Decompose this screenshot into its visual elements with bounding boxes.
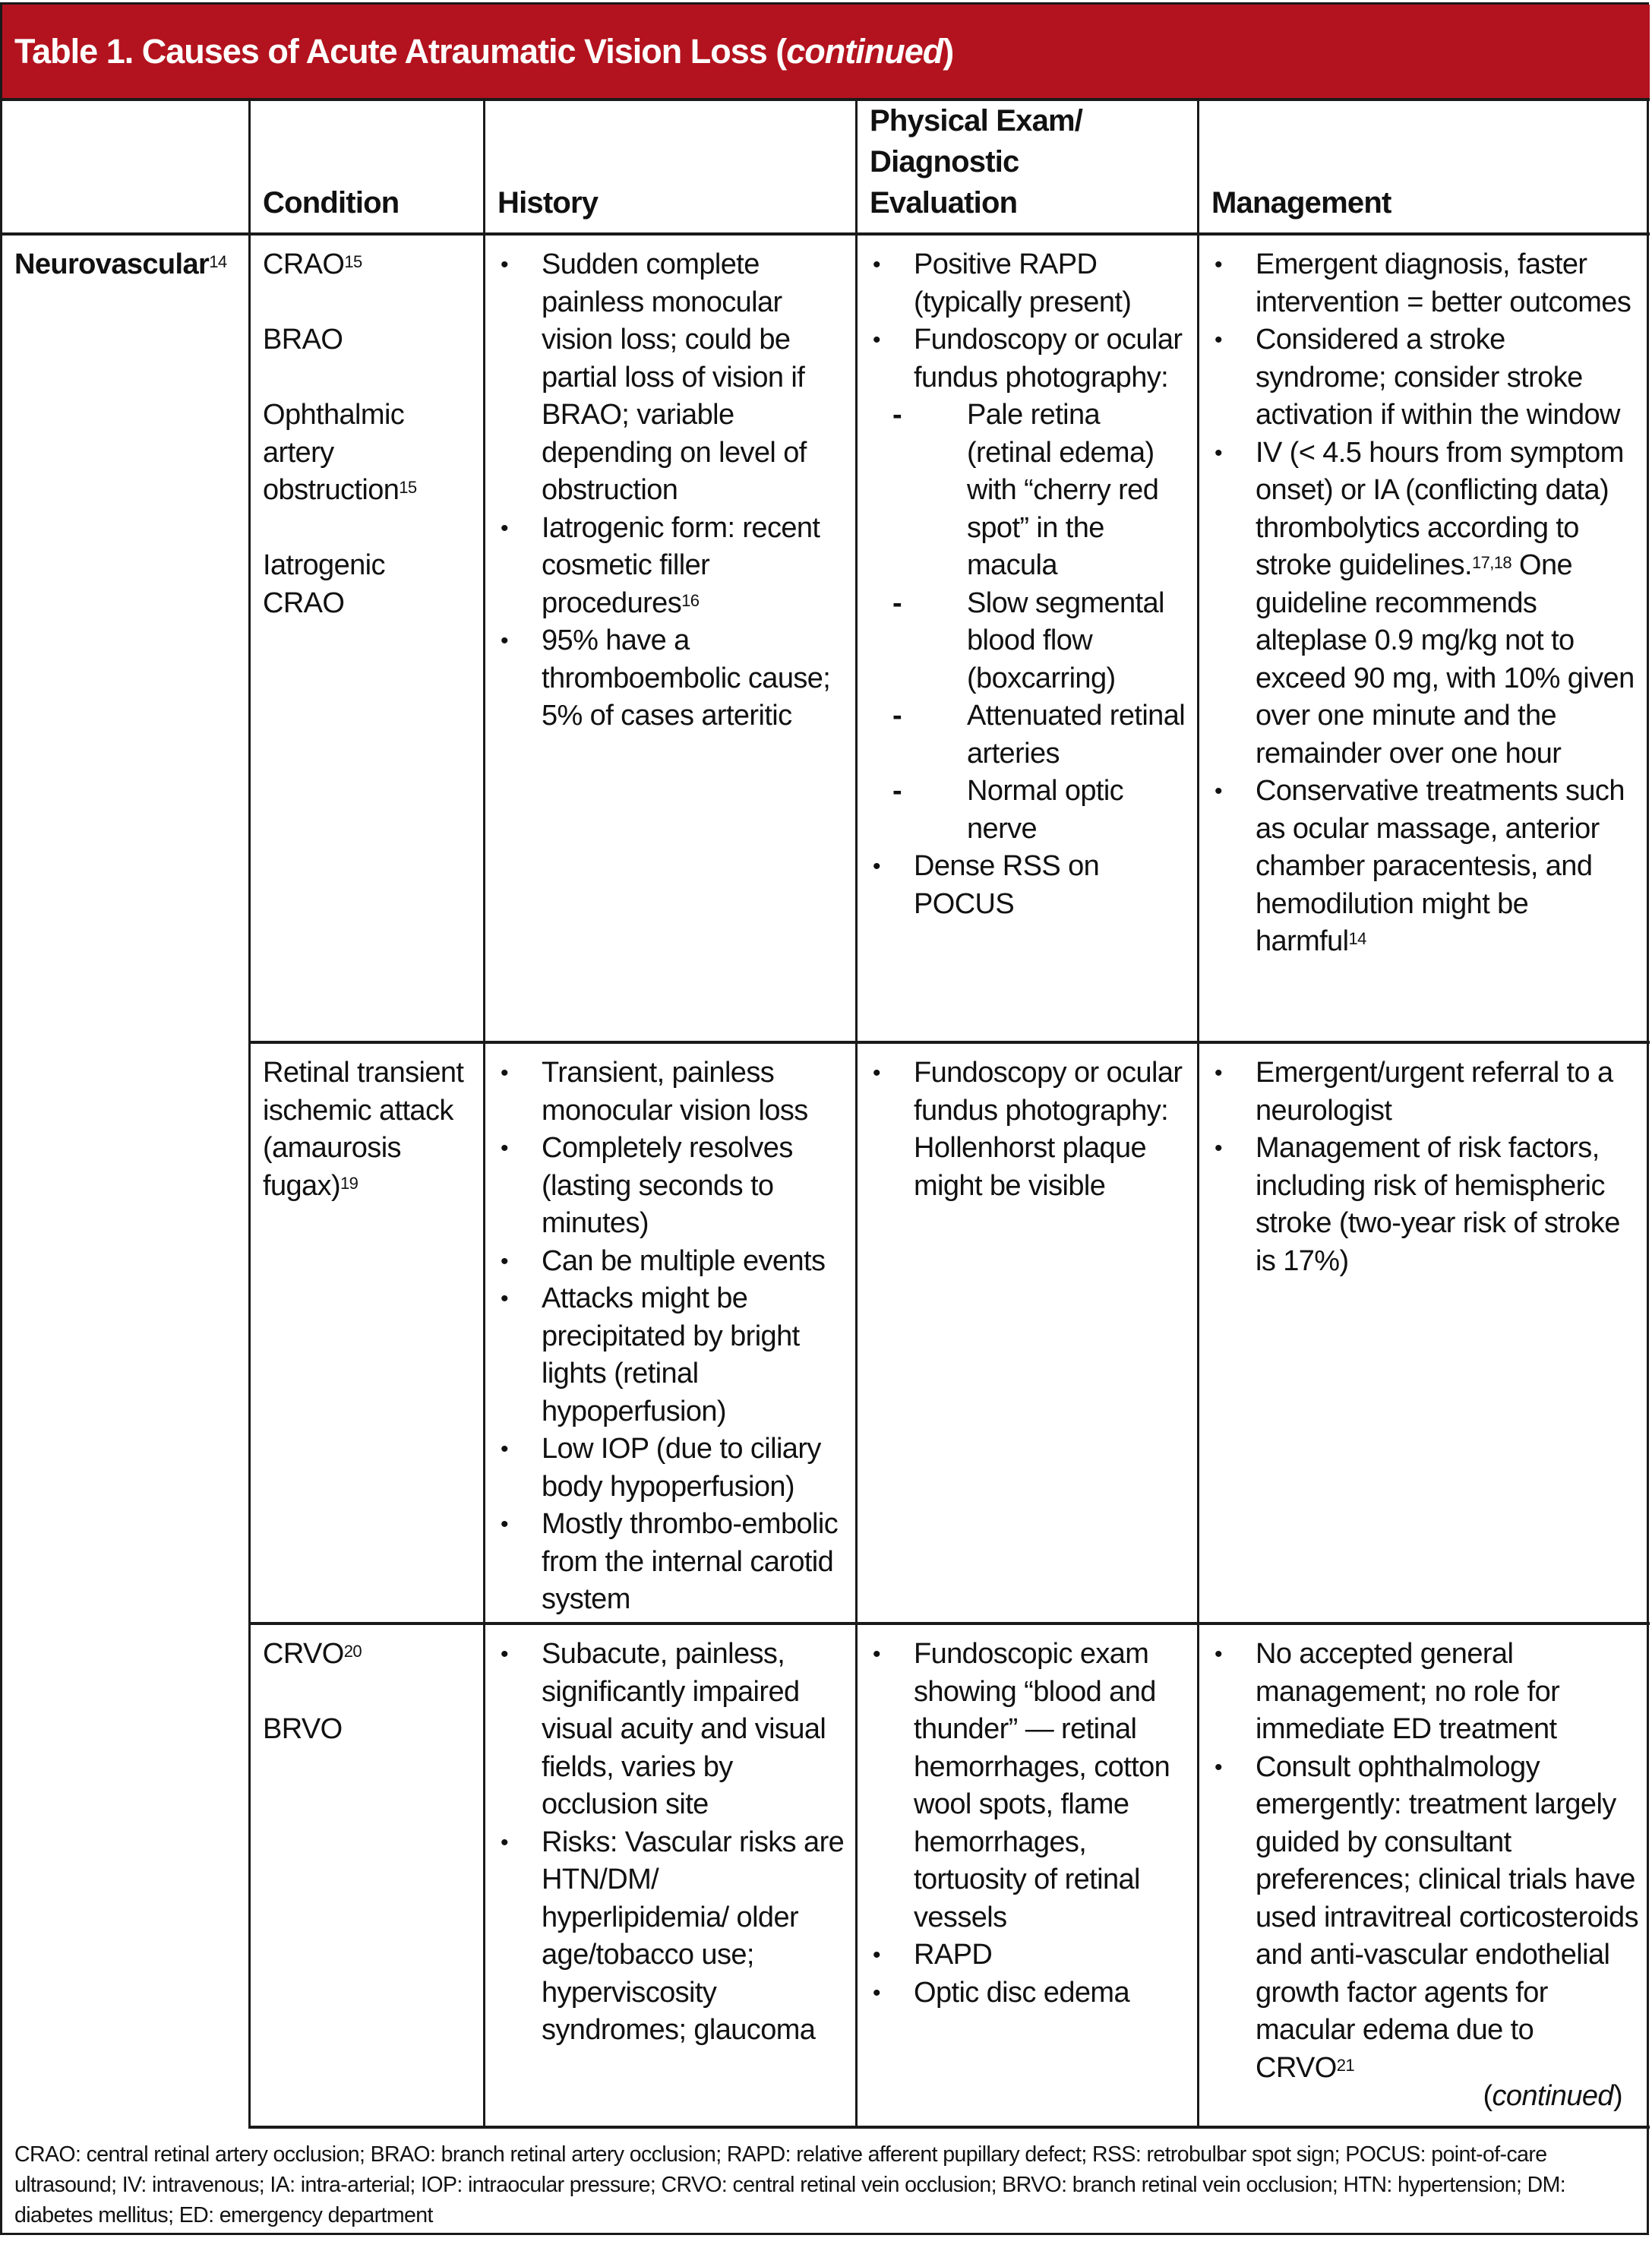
exam-bullet: • Fundoscopy or ocular fundus photography: Hollenhorst plaque might be visible — [870, 1054, 1186, 1205]
management-bullet: • Emergent/urgent referral to a neurologist — [1211, 1054, 1639, 1130]
continued-note: (continued) — [1483, 2079, 1622, 2112]
exam-sub-item: - Slow segmental blood flow (boxcarring) — [870, 585, 1186, 698]
column-header-condition: Condition — [248, 101, 483, 232]
exam-cell — [855, 1044, 1197, 1622]
history-bullet: • Mostly thrombo-embolic from the internal carotid system — [497, 1506, 845, 1619]
category-cell — [2, 236, 248, 2129]
condition-cell — [248, 1625, 483, 2126]
condition-item: Ophthalmic artery obstruction$^{15}$ — [263, 399, 417, 506]
management-cell — [1197, 1625, 1650, 2126]
management-bullet: • Consult ophthalmology emergently: treatment largely guided by consultant preferences; clinical trials have used intravitreal corticosteroids and anti-vascular endothelial growth factor agents for macular edema due to CRVO$^{21}$ — [1211, 1749, 1639, 2088]
management-bullet: • No accepted general management; no role for immediate ED treatment — [1211, 1636, 1639, 1749]
management-bullet: • Conservative treatments such as ocular massage, anterior chamber paracentesis, and hemodilution might be harmful$^{14}$ — [1211, 773, 1639, 961]
condition-item: BRVO — [263, 1713, 343, 1745]
condition-item: CRVO$^{20}$ — [263, 1638, 362, 1670]
history-cell — [483, 1044, 855, 1622]
exam-bullet: • Fundoscopic exam showing “blood and thunder” — retinal hemorrhages, cotton wool spots, flame hemorrhages, tortuosity of retinal vessels — [870, 1636, 1186, 1936]
management-bullet: • Emergent diagnosis, faster intervention = better outcomes — [1211, 246, 1639, 321]
history-bullet: • Iatrogenic form: recent cosmetic filler procedures$^{16}$ — [497, 510, 845, 623]
exam-bullet: • RAPD — [870, 1936, 1186, 1974]
category-ref: 14 — [209, 252, 227, 272]
table-footnote: CRAO: central retinal artery occlusion; BRAO: branch retinal artery occlusion; RAPD: relative afferent pupillary defect; RSS: retrobulbar spot sign; POCUS: point-of-care ultrasound; IV: intravenous; IA: intra-arterial; IOP: intraocular pressure; CRVO: central retinal vein occlusion; BRVO: branch retinal vein occlusion; HTN: hypertension; DM: diabetes mellitus; ED: emergency department — [14, 2142, 1566, 2227]
exam-bullet: • Fundoscopy or ocular fundus photography: - Pale retina (retinal edema) with “cherry red spot” in the macula - Slow segmental blood flow (boxcarring) - Attenuated retinal arteries - Normal optic nerve — [870, 321, 1186, 848]
exam-sub-item: - Pale retina (retinal edema) with “cherry red spot” in the macula — [870, 397, 1186, 585]
management-bullet: • Management of risk factors, including risk of hemispheric stroke (two-year risk of stroke is 17%) — [1211, 1130, 1639, 1280]
exam-bullet: • Dense RSS on POCUS — [870, 848, 1186, 923]
condition-item: Retinal transient ischemic attack (amaurosis fugax)$^{19}$ — [263, 1057, 464, 1202]
exam-cell — [855, 1625, 1197, 2126]
table-row — [248, 1044, 1650, 1625]
column-header-category — [2, 101, 248, 232]
exam-bullet: • Optic disc edema — [870, 1974, 1186, 2012]
exam-bullet: • Positive RAPD (typically present) — [870, 246, 1186, 321]
history-bullet: • Transient, painless monocular vision loss — [497, 1054, 845, 1130]
history-bullet: • Attacks might be precipitated by bright lights (retinal hypoperfusion) — [497, 1280, 845, 1431]
column-header-exam: Physical Exam/ Diagnostic Evaluation — [855, 101, 1197, 232]
condition-cell — [248, 1044, 483, 1622]
exam-sub-item: - Attenuated retinal arteries — [870, 697, 1186, 773]
table-row — [248, 1625, 1650, 2129]
history-bullet: • Sudden complete painless monocular vision loss; could be partial loss of vision if BRAO; variable depending on level of obstruction — [497, 246, 845, 510]
condition-item: CRAO$^{15}$ — [263, 248, 362, 280]
column-header-management: Management — [1197, 101, 1650, 232]
condition-item: Iatrogenic CRAO — [263, 549, 385, 619]
category-label: Neurovascular — [14, 248, 210, 280]
history-bullet: • 95% have a thromboembolic cause; 5% of cases arteritic — [497, 622, 845, 735]
history-bullet: • Can be multiple events — [497, 1243, 845, 1281]
history-bullet: • Risks: Vascular risks are HTN/DM/ hyperlipidemia/ older age/tobacco use; hyperviscosity syndromes; glaucoma — [497, 1824, 845, 2050]
management-bullet: • Considered a stroke syndrome; consider stroke activation if within the window — [1211, 321, 1639, 435]
exam-cell — [855, 236, 1197, 1041]
management-cell — [1197, 236, 1650, 1041]
table-title-bar — [2, 5, 1650, 101]
exam-sub-item: - Normal optic nerve — [870, 773, 1186, 848]
table-title: Table 1. Causes of Acute Atraumatic Vision Loss (continued) — [14, 31, 954, 71]
history-bullet: • Completely resolves (lasting seconds to minutes) — [497, 1130, 845, 1243]
column-header-history: History — [483, 101, 855, 232]
table-row — [248, 236, 1650, 1044]
condition-cell — [248, 236, 483, 1041]
history-bullet: • Low IOP (due to ciliary body hypoperfusion) — [497, 1431, 845, 1506]
management-cell — [1197, 1044, 1650, 1622]
history-cell — [483, 1625, 855, 2126]
management-bullet: • IV (< 4.5 hours from symptom onset) or IA (conflicting data) thrombolytics according to stroke guidelines.$^{17,18}$ One guideline recommends alteplase 0.9 mg/kg not to exceed 90 mg, with 10% given over one minute and the remainder over one hour — [1211, 435, 1639, 773]
history-bullet: • Subacute, painless, significantly impaired visual acuity and visual fields, varies by occlusion site — [497, 1636, 845, 1824]
history-cell — [483, 236, 855, 1041]
condition-item: BRAO — [263, 324, 343, 356]
column-header-row — [2, 101, 1650, 236]
